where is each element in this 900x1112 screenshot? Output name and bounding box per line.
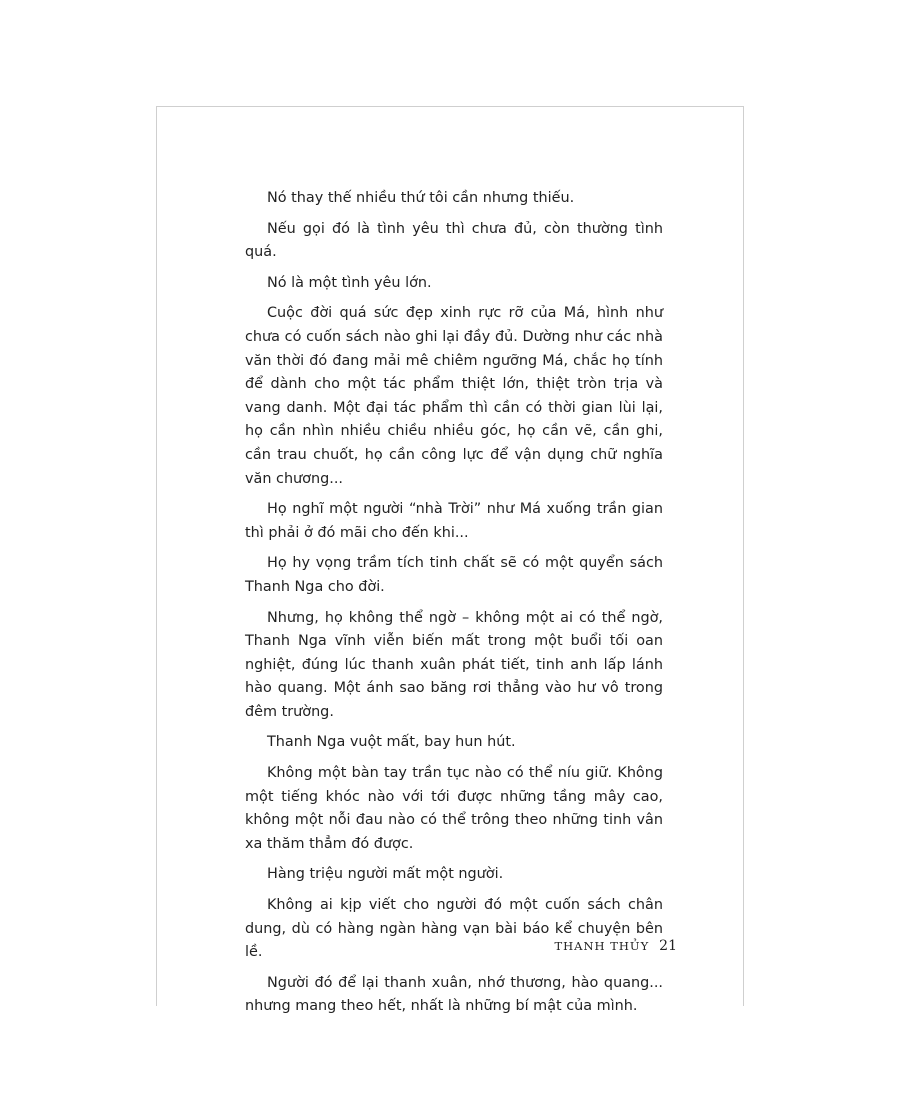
- page-footer: [554, 935, 677, 954]
- body-text: [245, 187, 663, 1026]
- paragraph-5: Họ nghĩ một người “nhà Trời” như Má xuống trần gian thì phải ở đó mãi cho đến khi...: [245, 501, 663, 541]
- paragraph-10: Hàng triệu người mất một người.: [267, 866, 504, 883]
- book-page: [156, 106, 744, 1015]
- page-number: 21: [659, 938, 677, 954]
- paragraph-9: Không một bàn tay trần tục nào có thể níu giữ. Không một tiếng khóc nào với tới được những tầng mây cao, không một nỗi đau nào có thể trông theo những tinh vân xa thăm thẳm đó được.: [245, 765, 663, 852]
- paragraph-12: Người đó để lại thanh xuân, nhớ thương, hào quang... nhưng mang theo hết, nhất là những bí mật của mình.: [245, 974, 663, 1015]
- paragraph-11: Không ai kịp viết cho người đó một cuốn sách chân dung, dù có hàng ngàn hàng vạn bài báo kể chuyện bên lề.: [245, 897, 663, 961]
- paragraph-1: Nó thay thế nhiều thứ tôi cần nhưng thiếu.: [267, 190, 575, 206]
- paragraph-8: Thanh Nga vuột mất, bay hun hút.: [267, 734, 516, 751]
- paragraph-7: Nhưng, họ không thể ngờ – không một ai có thể ngờ, Thanh Nga vĩnh viễn biến mất trong một buổi tối oan nghiệt, đúng lúc thanh xuân phát tiết, tinh anh lấp lánh hào quang. Một ánh sao băng rơi thẳng vào hư vô trong đêm trường.: [245, 609, 663, 720]
- paragraph-4: Cuộc đời quá sức đẹp xinh rực rỡ của Má, hình như chưa có cuốn sách nào ghi lại đầy đủ. Dường như các nhà văn thời đó đang mải mê chiêm ngưỡng Má, chắc họ tính để dành cho một tác phẩm thiệt lớn, thiệt tròn trịa và vang danh. Một đại tác phẩm thì cần có thời gian lùi lại, họ cần nhìn nhiều chiều nhiều góc, họ cần vẽ, cần ghi, cần trau chuốt, họ cần công lực để vận dụng chữ nghĩa văn chương...: [245, 305, 663, 487]
- paragraph-6: Họ hy vọng trầm tích tinh chất sẽ có một quyển sách Thanh Nga cho đời.: [245, 555, 663, 595]
- paragraph-2: Nếu gọi đó là tình yêu thì chưa đủ, còn thường tình quá.: [245, 220, 663, 261]
- running-head: THANH THỦY: [554, 939, 650, 953]
- paragraph-3: Nó là một tình yêu lớn.: [267, 274, 432, 291]
